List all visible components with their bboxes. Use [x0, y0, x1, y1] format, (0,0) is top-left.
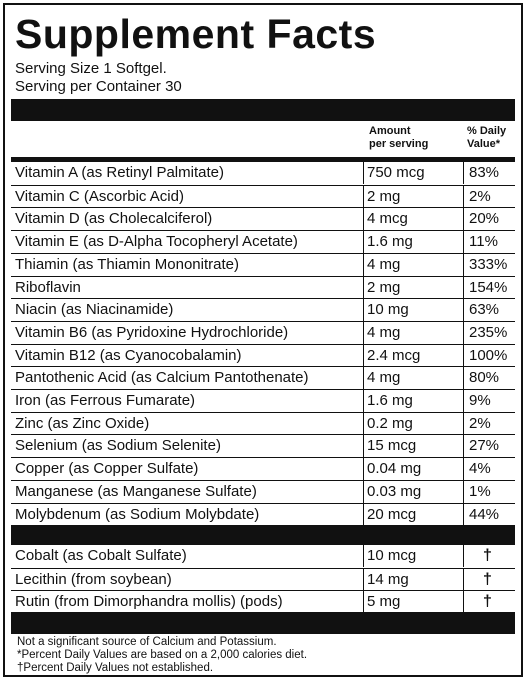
ingredient-name: Vitamin A (as Retinyl Palmitate) [15, 164, 224, 181]
ingredient-name: Selenium (as Sodium Selenite) [15, 437, 221, 455]
column-divider [363, 345, 364, 367]
column-divider [363, 254, 364, 276]
nutrient-row [11, 480, 515, 503]
column-divider [363, 435, 364, 457]
daily-value-percent: 27% [469, 437, 500, 455]
amount-per-serving: 1.6 mg [367, 392, 413, 409]
ingredient-name: Lecithin (from soybean) [15, 570, 172, 588]
column-divider [463, 504, 464, 526]
nutrient-row [11, 276, 515, 299]
ingredient-row [11, 568, 515, 591]
daily-value-percent: 2% [469, 414, 491, 432]
nutrient-row [11, 298, 515, 321]
column-divider [363, 186, 364, 208]
ingredient-name: Vitamin D (as Cholecalciferol) [15, 210, 213, 228]
daily-value-percent: 80% [469, 369, 500, 387]
column-divider [363, 569, 364, 591]
bottom-divider-bar [11, 612, 515, 634]
ingredient-name: Vitamin C (Ascorbic Acid) [15, 187, 184, 205]
amount-per-serving: 2.4 mcg [367, 346, 421, 364]
column-divider [463, 435, 464, 457]
daily-value-column-header [467, 125, 506, 151]
column-divider [463, 162, 464, 184]
column-divider [363, 322, 364, 344]
nutrient-row [11, 412, 515, 435]
column-divider [463, 413, 464, 435]
column-divider [463, 390, 464, 412]
daily-value-percent: 11% [469, 233, 498, 251]
daily-value-percent: 333% [469, 255, 508, 273]
column-divider [463, 591, 464, 613]
ingredient-name: Niacin (as Niacinamide) [15, 301, 174, 319]
daily-value-percent: 20% [469, 210, 500, 228]
ingredient-row [11, 590, 515, 613]
column-divider [363, 299, 364, 321]
daily-value-percent: 235% [469, 323, 508, 341]
nutrient-row [11, 366, 515, 389]
daily-value-percent: † [483, 570, 492, 588]
column-divider [463, 231, 464, 253]
nutrient-row [11, 321, 515, 344]
daily-value-percent: 1% [469, 482, 491, 500]
serving-size: Serving Size 1 Softgel. [15, 60, 167, 77]
daily-value-percent: 154% [469, 278, 508, 296]
ingredient-name: Iron (as Ferrous Fumarate) [15, 392, 196, 409]
column-divider [363, 504, 364, 526]
nutrient-row [11, 344, 515, 367]
nutrient-row [11, 503, 515, 526]
ingredient-name: Molybdenum (as Sodium Molybdate) [15, 505, 260, 523]
footnote-not-established: †Percent Daily Values not established. [17, 662, 214, 674]
column-divider [463, 545, 464, 567]
amount-per-serving: 15 mcg [367, 437, 417, 455]
ingredient-name: Zinc (as Zinc Oxide) [15, 414, 150, 432]
amount-per-serving: 2 mg [367, 187, 401, 205]
ingredient-name: Rutin (from Dimorphandra mollis) (pods) [15, 593, 283, 611]
column-divider [363, 367, 364, 389]
amount-per-serving: 14 mg [367, 570, 409, 588]
daily-value-percent: 44% [469, 505, 500, 523]
ingredient-name: Vitamin B12 (as Cyanocobalamin) [15, 346, 242, 364]
column-divider [463, 208, 464, 230]
ingredient-name: Vitamin B6 (as Pyridoxine Hydrochloride) [15, 323, 289, 341]
ingredient-name: Thiamin (as Thiamin Mononitrate) [15, 255, 239, 273]
daily-value-percent: 63% [469, 301, 500, 319]
ingredient-name: Pantothenic Acid (as Calcium Pantothenate) [15, 369, 309, 387]
ingredient-row [11, 545, 515, 567]
daily-value-percent: 4% [469, 460, 491, 478]
dv-header-line2: Value* [467, 138, 501, 150]
amount-header-line2: per serving [369, 138, 429, 150]
amount-per-serving: 750 mcg [367, 164, 425, 181]
column-divider [363, 231, 364, 253]
nutrient-row [11, 185, 515, 208]
amount-per-serving: 5 mg [367, 593, 401, 611]
column-divider [463, 481, 464, 503]
footnote-not-significant: Not a significant source of Calcium and Potassium. [17, 636, 277, 648]
amount-per-serving: 20 mcg [367, 505, 417, 523]
dv-header-line1: % Daily [467, 125, 507, 137]
ingredient-name: Manganese (as Manganese Sulfate) [15, 482, 257, 500]
nutrient-row [11, 207, 515, 230]
column-divider [363, 208, 364, 230]
amount-per-serving: 10 mcg [367, 547, 417, 564]
column-divider [363, 591, 364, 613]
column-divider [363, 545, 364, 567]
nutrient-row [11, 253, 515, 276]
nutrient-row [11, 230, 515, 253]
nutrient-row [11, 162, 515, 184]
servings-per-container: Serving per Container 30 [15, 78, 182, 95]
amount-per-serving: 4 mg [367, 323, 401, 341]
nutrient-row [11, 457, 515, 480]
amount-header-line1: Amount [369, 125, 411, 137]
column-divider [363, 277, 364, 299]
amount-column-header [369, 125, 428, 151]
amount-per-serving: 4 mcg [367, 210, 408, 228]
column-divider [463, 254, 464, 276]
panel-title: Supplement Facts [15, 11, 377, 57]
ingredient-name: Copper (as Copper Sulfate) [15, 460, 199, 478]
nutrient-row [11, 389, 515, 412]
amount-per-serving: 10 mg [367, 301, 409, 319]
column-divider [463, 458, 464, 480]
column-divider [363, 390, 364, 412]
column-divider [363, 413, 364, 435]
column-divider [463, 322, 464, 344]
amount-per-serving: 0.2 mg [367, 414, 413, 432]
amount-per-serving: 2 mg [367, 278, 401, 296]
supplement-facts-panel [3, 3, 523, 677]
amount-per-serving: 0.03 mg [367, 482, 422, 500]
top-divider-bar [11, 99, 515, 121]
ingredient-name: Riboflavin [15, 278, 81, 296]
daily-value-percent: 83% [469, 164, 500, 181]
daily-value-percent: † [483, 547, 492, 564]
middle-divider-bar [11, 525, 515, 545]
daily-value-percent: 2% [469, 187, 491, 205]
amount-per-serving: 1.6 mg [367, 233, 413, 251]
footnote-daily-values-basis: *Percent Daily Values are based on a 2,000 calories diet. [17, 649, 308, 661]
column-divider [363, 481, 364, 503]
daily-value-percent: 100% [469, 346, 508, 364]
column-divider [463, 367, 464, 389]
amount-per-serving: 0.04 mg [367, 460, 422, 478]
column-divider [363, 162, 364, 184]
column-divider [463, 186, 464, 208]
daily-value-percent: 9% [469, 392, 491, 409]
nutrient-row [11, 434, 515, 457]
ingredient-name: Vitamin E (as D-Alpha Tocopheryl Acetate) [15, 233, 298, 251]
column-divider [463, 277, 464, 299]
daily-value-percent: † [483, 593, 492, 611]
column-divider [463, 299, 464, 321]
column-divider [463, 569, 464, 591]
column-divider [363, 458, 364, 480]
amount-per-serving: 4 mg [367, 255, 401, 273]
ingredient-name: Cobalt (as Cobalt Sulfate) [15, 547, 187, 564]
amount-per-serving: 4 mg [367, 369, 401, 387]
column-divider [463, 345, 464, 367]
